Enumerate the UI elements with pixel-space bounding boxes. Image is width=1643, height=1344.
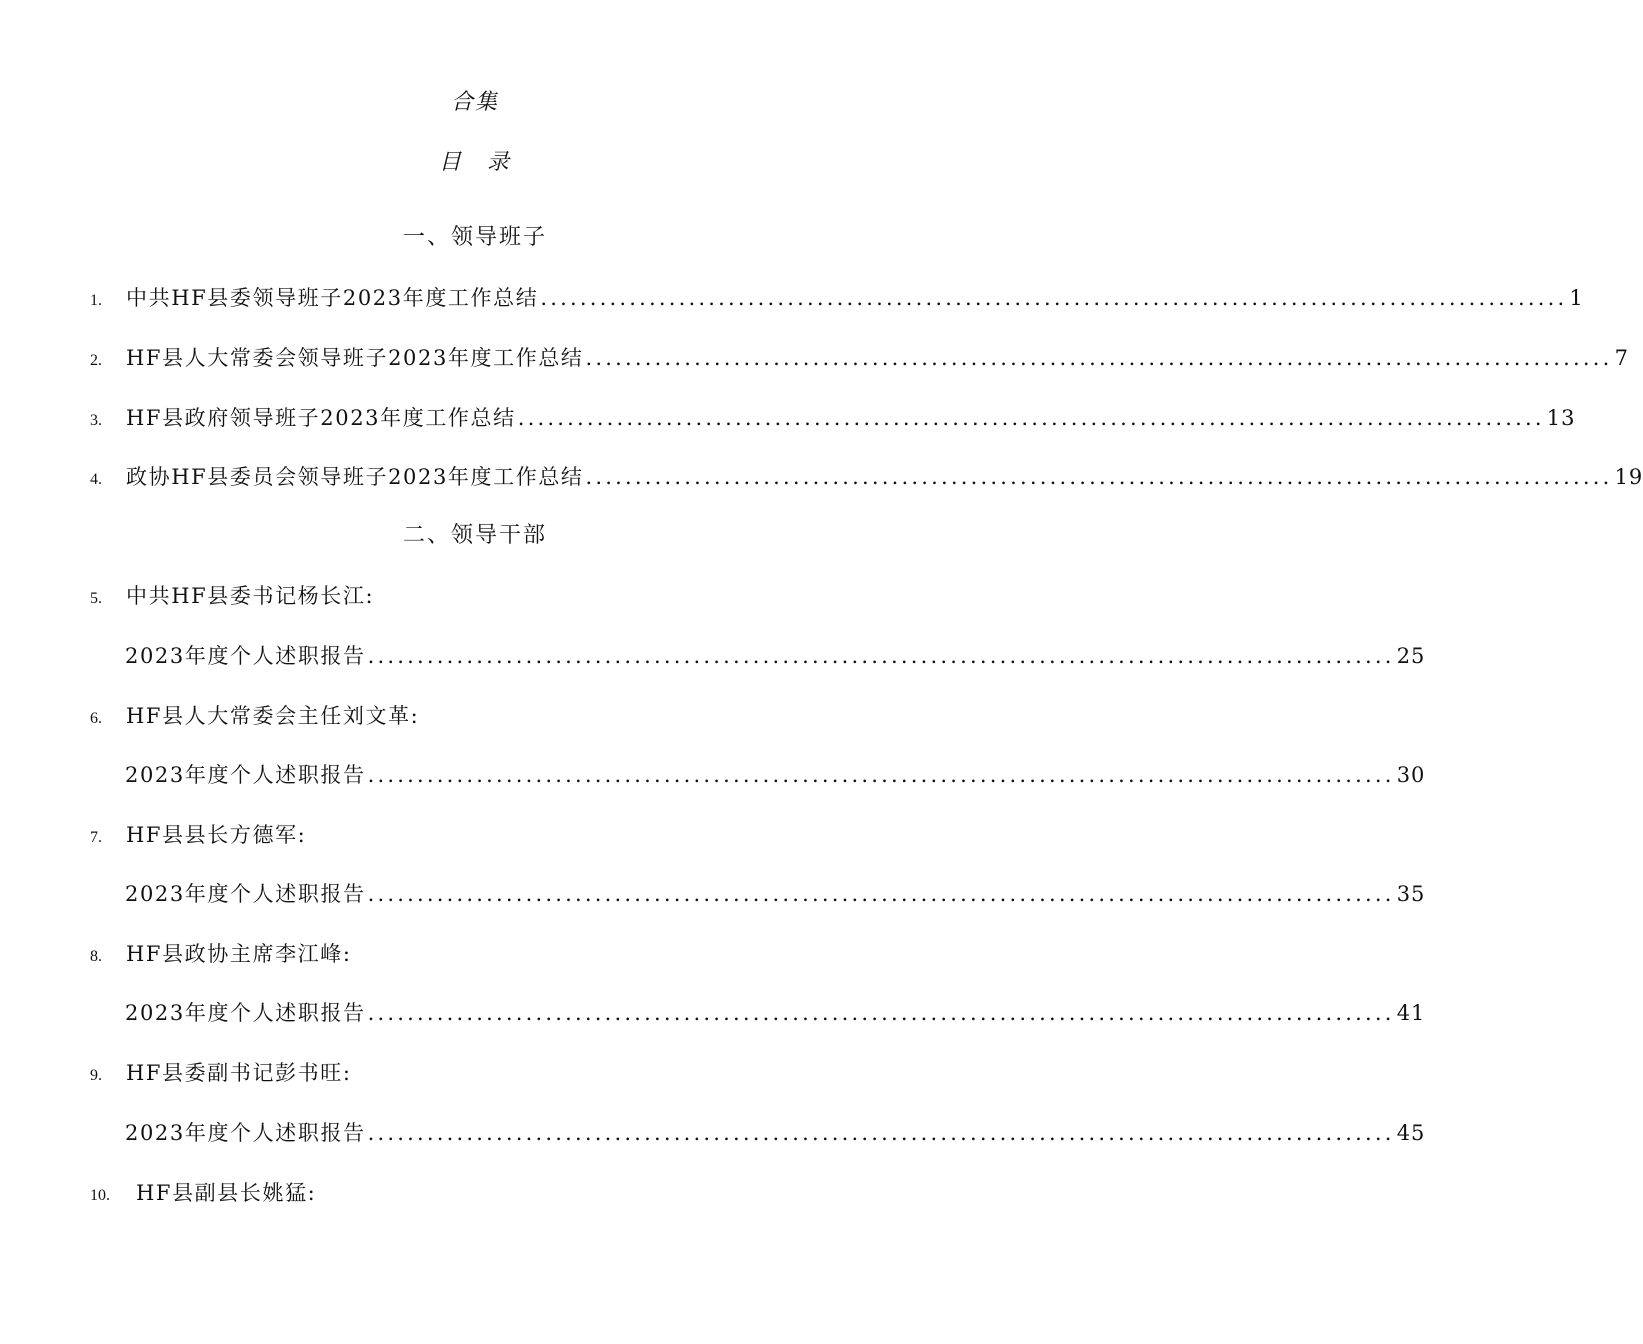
entry-number: 8. bbox=[90, 948, 102, 965]
dot-leader: ........................................................................................................ bbox=[585, 465, 1613, 489]
toc-entry-6[interactable] bbox=[90, 701, 862, 731]
entry-page-number: 1 bbox=[1569, 286, 1584, 310]
entry-number: 1. bbox=[90, 292, 102, 309]
entry-page-number: 41 bbox=[1396, 1001, 1426, 1025]
toc-entry-10[interactable] bbox=[90, 1178, 862, 1208]
entry-subtitle: 2023年度个人述职报告 bbox=[125, 763, 366, 787]
dot-leader: ........................................................................................................ bbox=[367, 644, 1395, 668]
entry-title: HF县政协主席李江峰: bbox=[126, 942, 352, 966]
entry-number: 10. bbox=[90, 1187, 110, 1204]
toc-entry-7-report[interactable] bbox=[125, 879, 1426, 909]
toc-entry-4[interactable] bbox=[90, 462, 1643, 492]
entry-page-number: 19 bbox=[1614, 465, 1643, 489]
section-heading-leading-cadres: 二、领导干部 bbox=[402, 523, 547, 548]
toc-entry-8[interactable] bbox=[90, 939, 862, 969]
toc-entry-3[interactable] bbox=[90, 403, 1576, 433]
dot-leader: ........................................................................................................ bbox=[367, 882, 1395, 906]
entry-number: 7. bbox=[90, 829, 102, 846]
toc-entry-9[interactable] bbox=[90, 1058, 862, 1088]
dot-leader: ........................................................................................................ bbox=[367, 1121, 1395, 1145]
dot-leader: ........................................................................................................ bbox=[540, 286, 1568, 310]
entry-number: 3. bbox=[90, 412, 102, 429]
collection-title: 合集 bbox=[450, 90, 499, 115]
toc-entry-8-report[interactable] bbox=[125, 998, 1426, 1028]
entry-page-number: 7 bbox=[1614, 346, 1629, 370]
entry-subtitle: 2023年度个人述职报告 bbox=[125, 644, 366, 668]
toc-title: 目 录 bbox=[438, 150, 511, 175]
entry-number: 5. bbox=[90, 590, 102, 607]
entry-page-number: 30 bbox=[1396, 763, 1426, 787]
toc-entry-6-report[interactable] bbox=[125, 760, 1426, 790]
toc-entry-7[interactable] bbox=[90, 820, 862, 850]
entry-page-number: 25 bbox=[1396, 644, 1426, 668]
toc-entry-5[interactable] bbox=[90, 581, 862, 611]
entry-title: HF县人大常委会领导班子2023年度工作总结 bbox=[126, 346, 584, 370]
entry-subtitle: 2023年度个人述职报告 bbox=[125, 882, 366, 906]
entry-title: 中共HF县委书记杨长江: bbox=[126, 584, 375, 608]
dot-leader: ........................................................................................................ bbox=[517, 406, 1545, 430]
toc-entry-1[interactable] bbox=[90, 283, 1584, 313]
entry-title: 中共HF县委领导班子2023年度工作总结 bbox=[126, 286, 539, 310]
entry-subtitle: 2023年度个人述职报告 bbox=[125, 1001, 366, 1025]
entry-title: 政协HF县委员会领导班子2023年度工作总结 bbox=[126, 465, 584, 489]
entry-number: 4. bbox=[90, 471, 102, 488]
entry-subtitle: 2023年度个人述职报告 bbox=[125, 1121, 366, 1145]
toc-entry-9-report[interactable] bbox=[125, 1118, 1426, 1148]
entry-page-number: 35 bbox=[1396, 882, 1426, 906]
toc-entry-5-report[interactable] bbox=[125, 641, 1426, 671]
entry-number: 9. bbox=[90, 1067, 102, 1084]
dot-leader: ........................................................................................................ bbox=[367, 763, 1395, 787]
entry-title: HF县县长方德军: bbox=[126, 823, 307, 847]
entry-page-number: 45 bbox=[1396, 1121, 1426, 1145]
dot-leader: ........................................................................................................ bbox=[367, 1001, 1395, 1025]
dot-leader: ........................................................................................................ bbox=[585, 346, 1613, 370]
entry-number: 2. bbox=[90, 352, 102, 369]
entry-title: HF县政府领导班子2023年度工作总结 bbox=[126, 406, 516, 430]
entry-page-number: 13 bbox=[1546, 406, 1576, 430]
entry-number: 6. bbox=[90, 710, 102, 727]
toc-entry-2[interactable] bbox=[90, 343, 1629, 373]
entry-title: HF县委副书记彭书旺: bbox=[126, 1061, 352, 1085]
section-heading-leadership-team: 一、领导班子 bbox=[402, 225, 547, 250]
entry-title: HF县人大常委会主任刘文革: bbox=[126, 704, 420, 728]
entry-title: HF县副县长姚猛: bbox=[136, 1181, 317, 1205]
